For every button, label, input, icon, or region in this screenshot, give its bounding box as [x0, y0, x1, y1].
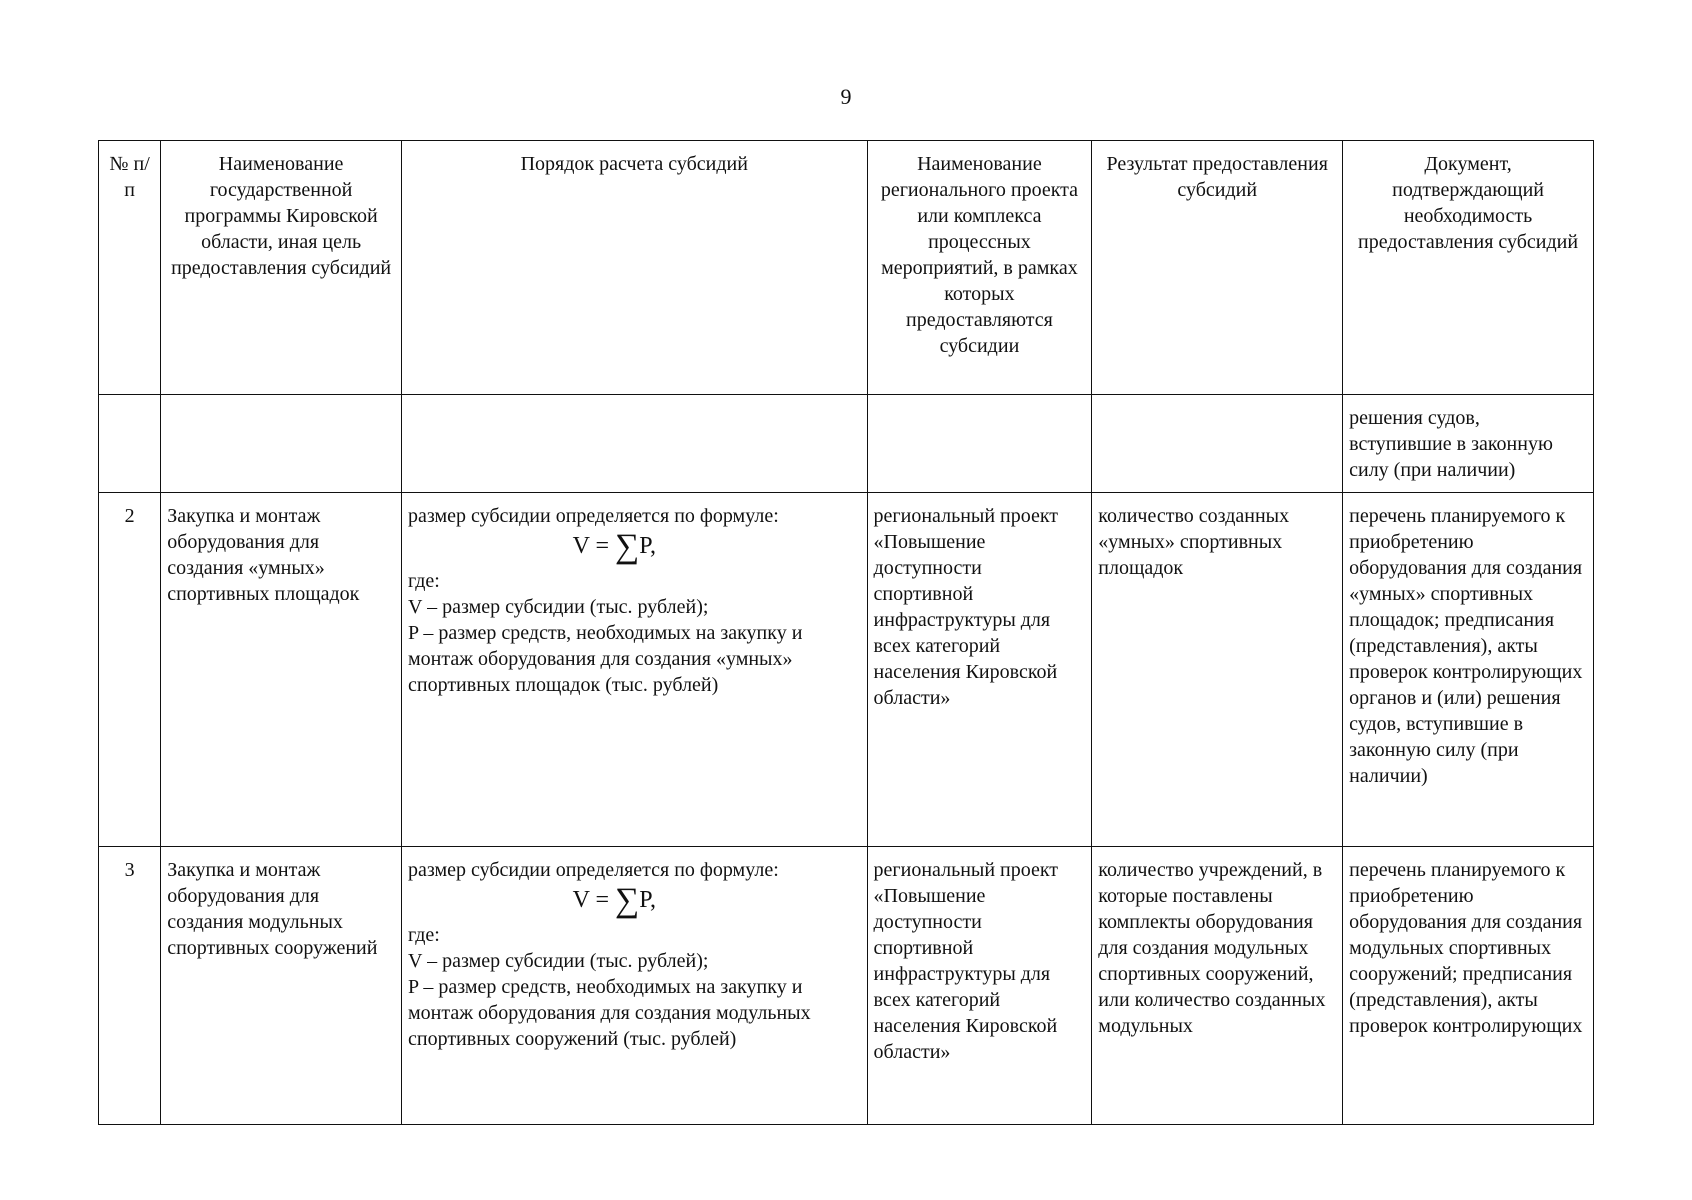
sigma-symbol: ∑: [615, 528, 640, 565]
cell-result: количество созданных «умных» спортивных площадок: [1092, 493, 1343, 847]
calc-intro: размер субсидии определяется по формуле:: [408, 505, 779, 527]
cell-document: перечень планируемого к приобретению оборудования для создания «умных» спортивных площадок; предписания (представления), акты проверок контролирующих органов и (или) решения судов, вступившие в законную силу (при наличии): [1343, 493, 1594, 847]
cell-calculation: [402, 493, 868, 847]
formula-right: P,: [639, 887, 656, 913]
calc-p-definition: P – размер средств, необходимых на закупку и монтаж оборудования для создания модульных спортивных сооружений (тыс. рублей): [408, 976, 811, 1050]
header-program-name: Наименование государственной программы Кировской области, иная цель предоставления субсидий: [161, 141, 402, 395]
formula: [408, 882, 861, 919]
calc-v-definition: V – размер субсидии (тыс. рублей);: [408, 950, 709, 972]
cell-empty: [1092, 395, 1343, 493]
header-project-name: Наименование регионального проекта или комплекса процессных мероприятий, в рамках которых предоставляются субсидии: [867, 141, 1092, 395]
cell-empty: [867, 395, 1092, 493]
cell-empty: [402, 395, 868, 493]
page-number: 9: [840, 84, 852, 109]
calc-where: где:: [408, 570, 440, 592]
calc-v-definition: V – размер субсидии (тыс. рублей);: [408, 596, 709, 618]
calc-where: где:: [408, 924, 440, 946]
header-document: Документ, подтверждающий необходимость предоставления субсидий: [1343, 141, 1594, 395]
subsidy-table: [98, 140, 1594, 1125]
cell-empty: [99, 395, 161, 493]
formula-right: P,: [639, 533, 656, 559]
cell-result: количество учреждений, в которые поставлены комплекты оборудования для создания модульных спортивных сооружений, или количество созданных модульных: [1092, 847, 1343, 1125]
formula: [408, 528, 861, 565]
cell-document: перечень планируемого к приобретению оборудования для создания модульных спортивных сооружений; предписания (представления), акты проверок контролирующих: [1343, 847, 1594, 1125]
header-number: № п/п: [99, 141, 161, 395]
cell-project: региональный проект «Повышение доступности спортивной инфраструктуры для всех категорий населения Кировской области»: [867, 493, 1092, 847]
cell-empty: [161, 395, 402, 493]
formula-left: V =: [572, 887, 616, 913]
table-row-continuation: [99, 395, 1594, 493]
cell-number: 3: [99, 847, 161, 1125]
cell-document: решения судов, вступившие в законную силу (при наличии): [1343, 395, 1594, 493]
cell-program-name: Закупка и монтаж оборудования для создания «умных» спортивных площадок: [161, 493, 402, 847]
cell-project: региональный проект «Повышение доступности спортивной инфраструктуры для всех категорий населения Кировской области»: [867, 847, 1092, 1125]
calc-intro: размер субсидии определяется по формуле:: [408, 859, 779, 881]
table-row: [99, 847, 1594, 1125]
header-calculation-order: Порядок расчета субсидий: [402, 141, 868, 395]
cell-program-name: Закупка и монтаж оборудования для создания модульных спортивных сооружений: [161, 847, 402, 1125]
header-result: Результат предоставления субсидий: [1092, 141, 1343, 395]
cell-calculation: [402, 847, 868, 1125]
calc-p-definition: P – размер средств, необходимых на закупку и монтаж оборудования для создания «умных» спортивных площадок (тыс. рублей): [408, 622, 803, 696]
table-header-row: [99, 141, 1594, 395]
table-row: [99, 493, 1594, 847]
formula-left: V =: [572, 533, 616, 559]
cell-number: 2: [99, 493, 161, 847]
sigma-symbol: ∑: [615, 882, 640, 919]
